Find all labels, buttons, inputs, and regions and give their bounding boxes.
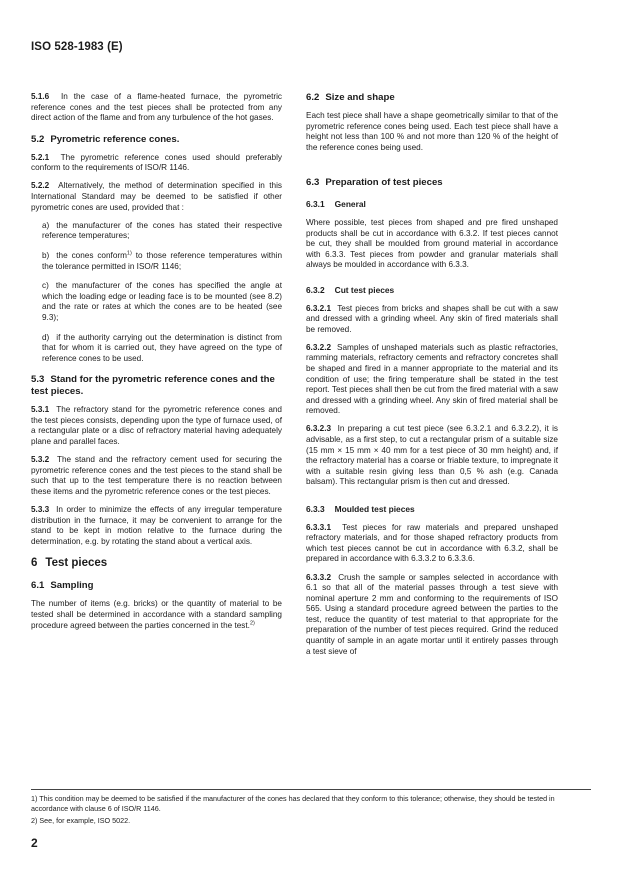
clause-text: The stand and the refractory cement used for securing the pyrometric reference cones and the test pieces to the stand shall be such that up to the test temperature there is no reaction between these items and the pyrometric reference cones or the test pieces. <box>31 455 282 496</box>
item-text: the manufacturer of the cones has specified the angle at which the loading edge or leading face is to be mounted (see 8.2) and the rate or rates at which the cones are to be heated (see 9.3); <box>42 281 282 322</box>
heading-6-3-2 <box>306 285 558 296</box>
clause-number: 5.1.6 <box>31 92 50 101</box>
heading-number: 6.3 <box>306 177 320 189</box>
item-label: c) <box>42 281 49 291</box>
clause-text: Crush the sample or samples selected in accordance with 6.1 so that all of the material passes through a test sieve with nominal aperture 2 mm and conforming to the requirements of ISO 565. Using a standard procedure agreed between the parties to the test, reduce the quantity of test material to that appropriate for the preparation of the number of test pieces required. Grind the reduced quantity of sample in an agate mortar until it entirely passes through a test sieve of <box>306 572 558 656</box>
clause-number: 5.2.2 <box>31 181 50 191</box>
item-text: if the authority carrying out the determination is distinct from that for whom it is carried out, they have agreed on the type of reference cones to be used. <box>42 332 282 363</box>
clause-text: In order to minimize the effects of any irregular temperature distribution in the furnace, it may be convenient to arrange for the stand to be kept in motion relative to the furnace during the determination, e.g. by rotating the stand about a vertical axis. <box>31 505 282 546</box>
heading-title: Stand for the pyrometric reference cones and the test pieces. <box>31 374 275 398</box>
heading-title: Test pieces <box>45 557 108 570</box>
clause-text: The refractory stand for the pyrometric reference cones and the test pieces consists, depending upon the type of furnace used, of a rectangular plate or a disc of refractory material having adequately plane and parallel faces. <box>31 405 282 447</box>
footnote-1: 1) This condition may be deemed to be satisfied if the manufacturer of the cones has declared that they conform to this tolerance; otherwise, they should be tested in accordance with clause 6 of ISO/R 1146. <box>31 794 555 813</box>
clause-number: 6.3.2.2 <box>306 342 332 352</box>
heading-number: 6.1 <box>31 580 45 592</box>
clause-number: 6.3.2.3 <box>306 424 332 434</box>
heading-title: Preparation of test pieces <box>325 177 443 189</box>
heading-number: 5.2 <box>31 133 45 145</box>
heading-number: 6.3.2 <box>306 284 325 295</box>
heading-6-3 <box>306 177 558 189</box>
heading-6-2 <box>306 92 558 104</box>
clause-6-3-1 <box>306 218 558 271</box>
clause-text: Test pieces for raw materials and prepared unshaped refractory materials, and for those shaped refractory products from which test pieces cannot be cut in accordance with 6.3.2, shall be prepared in accordance with 6.3.3.2 to 6.3.3.6. <box>306 522 558 564</box>
clause-5-3-3 <box>31 505 282 547</box>
clause-text: Samples of unshaped materials such as plastic refractories, ramming materials, refractory cements and refractory concretes shall be shaped and fired in a manner appropriate to the material and its condition of use; the firing temperature shall be stated in the test report. Test pieces shall then be cut from the fired material with a saw and dressed with a grinding wheel. Any skin of fired material shall be removed. <box>306 342 558 416</box>
heading-title: Moulded test pieces <box>334 504 415 515</box>
clause-text: The number of items (e.g. bricks) or the quantity of material to be tested shall be determined in accordance with a standard sampling procedure agreed between the parties concerned in the test. <box>31 599 282 630</box>
clause-5-3-1 <box>31 405 282 447</box>
list-item-d <box>31 333 282 365</box>
clause-text: The pyrometric reference cones used should preferably conform to the requirements of ISO/R 1146. <box>31 152 282 173</box>
heading-6-3-1 <box>306 199 558 210</box>
clause-number: 5.3.1 <box>31 405 50 415</box>
right-column <box>306 92 558 665</box>
item-text-cont: to those reference temperatures within the tolerance permitted in ISO/R 1146; <box>42 250 282 271</box>
heading-title: Cut test pieces <box>334 284 395 295</box>
item-text: the cones conform <box>56 250 127 260</box>
item-text: the manufacturer of the cones has stated their respective reference temperatures; <box>42 220 282 241</box>
item-label: d) <box>42 332 50 342</box>
heading-title: Size and shape <box>325 92 395 103</box>
clause-6-3-2-3 <box>306 424 558 488</box>
clause-5-1-6 <box>31 92 282 124</box>
clause-text: Alternatively, the method of determination specified in this International Standard may be deemed to be satisfied if other pyrometric cones are used, provided that : <box>31 181 282 212</box>
heading-5-3 <box>31 374 282 398</box>
heading-title: Pyrometric reference cones. <box>50 133 180 145</box>
heading-number: 6 <box>31 557 38 570</box>
heading-title: Sampling <box>50 580 94 592</box>
footnote-ref-1: 1) <box>126 250 132 257</box>
clause-text: Test pieces from bricks and shapes shall be cut with a saw and dressed with a grinding wheel. Any skin of fired materials shall be removed. <box>306 303 558 334</box>
page-number: 2 <box>31 836 38 850</box>
list-item-c <box>31 281 282 323</box>
clause-6-1 <box>31 599 282 631</box>
heading-5-2 <box>31 134 282 146</box>
heading-6-3-3 <box>306 504 558 515</box>
clause-number: 5.2.1 <box>31 152 50 162</box>
clause-text: Each test piece shall have a shape geometrically similar to that of the pyrometric reference cones being used. Each test piece shall have a height not less than 100 % and not more than 120 % of the height of the reference cones being used. <box>306 111 558 152</box>
footnote-2: 2) See, for example, ISO 5022. <box>31 816 131 825</box>
clause-text: In the case of a flame-heated furnace, the pyrometric reference cones and the test pieces shall be protected from any direct action of the flame and from any turbulence of the hot gases. <box>31 92 282 123</box>
clause-5-2-2 <box>31 181 282 213</box>
heading-number: 6.2 <box>306 92 320 103</box>
list-item-a <box>31 221 282 242</box>
clause-text: Where possible, test pieces from shaped and pre fired unshaped products shall be cut in accordance with 6.3.2. If test pieces cannot be cut, they shall be moulded from ground material in accordance with 6.3.3. Test pieces from powder and granular materials shall always be moulded in accordance with 6.3.3. <box>306 217 558 270</box>
clause-number: 5.3.2 <box>31 455 50 465</box>
heading-number: 5.3 <box>31 374 45 386</box>
clause-text: In preparing a cut test piece (see 6.3.2.1 and 6.3.2.2), it is advisable, as a first step, to cut a rectangular prism of a suitable size (15 mm × 15 mm × 40 mm for a test piece of 30 mm height) and, if the refractory material has a coarse or friable texture, to impregnate it with a suitable resin giving less than 0,5 % ash (e.g. Canada balsam). This rectangular prism is then cut and dressed. <box>306 424 558 487</box>
heading-number: 6.3.1 <box>306 199 325 210</box>
footnote-divider <box>31 789 591 790</box>
document-header: ISO 528-1983 (E) <box>31 41 123 53</box>
item-label: b) <box>42 250 50 260</box>
clause-number: 5.3.3 <box>31 505 50 515</box>
clause-6-3-3-2 <box>306 573 558 658</box>
heading-6 <box>31 556 282 570</box>
heading-title: General <box>334 199 366 210</box>
heading-6-1 <box>31 580 282 592</box>
clause-6-3-2-2 <box>306 343 558 417</box>
clause-6-3-3-1 <box>306 523 558 565</box>
clause-number: 6.3.3.2 <box>306 572 332 582</box>
clause-number: 6.3.2.1 <box>306 303 332 313</box>
left-column <box>31 92 282 639</box>
footnote-ref-2: 2) <box>249 619 255 626</box>
heading-number: 6.3.3 <box>306 504 325 515</box>
item-label: a) <box>42 220 50 230</box>
list-item-b <box>31 251 282 272</box>
clause-6-3-2-1 <box>306 304 558 336</box>
clause-5-2-1 <box>31 153 282 174</box>
clause-number: 6.3.3.1 <box>306 522 332 532</box>
clause-5-3-2 <box>31 455 282 497</box>
clause-6-2 <box>306 111 558 153</box>
